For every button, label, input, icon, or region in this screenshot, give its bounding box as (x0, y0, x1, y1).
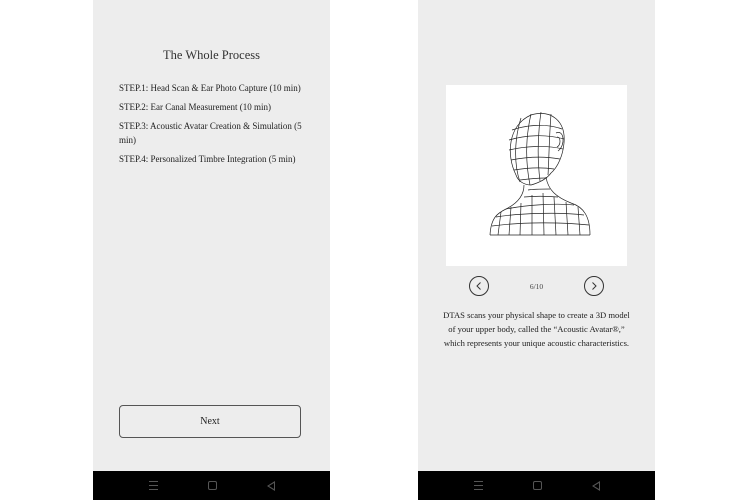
phone-screen-avatar (418, 0, 655, 500)
step-item: STEP.2: Ear Canal Measurement (10 min) (119, 102, 271, 112)
system-nav-bar (93, 471, 330, 500)
wireframe-body-icon (446, 85, 627, 266)
description-text: DTAS scans your physical shape to create a 3D model of your upper body, called the “Acoustic Avatar®,” which represents your unique acoustic characteristics. (443, 310, 630, 348)
menu-icon[interactable] (149, 481, 158, 490)
system-nav-bar (418, 471, 655, 500)
phone-screen-process (93, 0, 330, 500)
avatar-wireframe-image (446, 85, 627, 266)
back-icon[interactable] (267, 481, 275, 491)
home-icon[interactable] (533, 481, 542, 490)
menu-icon[interactable] (474, 481, 483, 490)
page-indicator: 6/10 (529, 282, 544, 291)
home-icon[interactable] (208, 481, 217, 490)
step-item: STEP.3: Acoustic Avatar Creation & Simulation (5 min) (119, 121, 302, 145)
step-item: STEP.4: Personalized Timbre Integration (5 min) (119, 154, 296, 164)
step-item: STEP.1: Head Scan & Ear Photo Capture (10 min) (119, 83, 301, 93)
chevron-right-icon (589, 281, 599, 291)
steps-list (119, 81, 309, 171)
page-title: The Whole Process (163, 48, 260, 62)
next-slide-button[interactable] (584, 276, 604, 296)
back-icon[interactable] (592, 481, 600, 491)
next-button[interactable]: Next (119, 405, 301, 438)
